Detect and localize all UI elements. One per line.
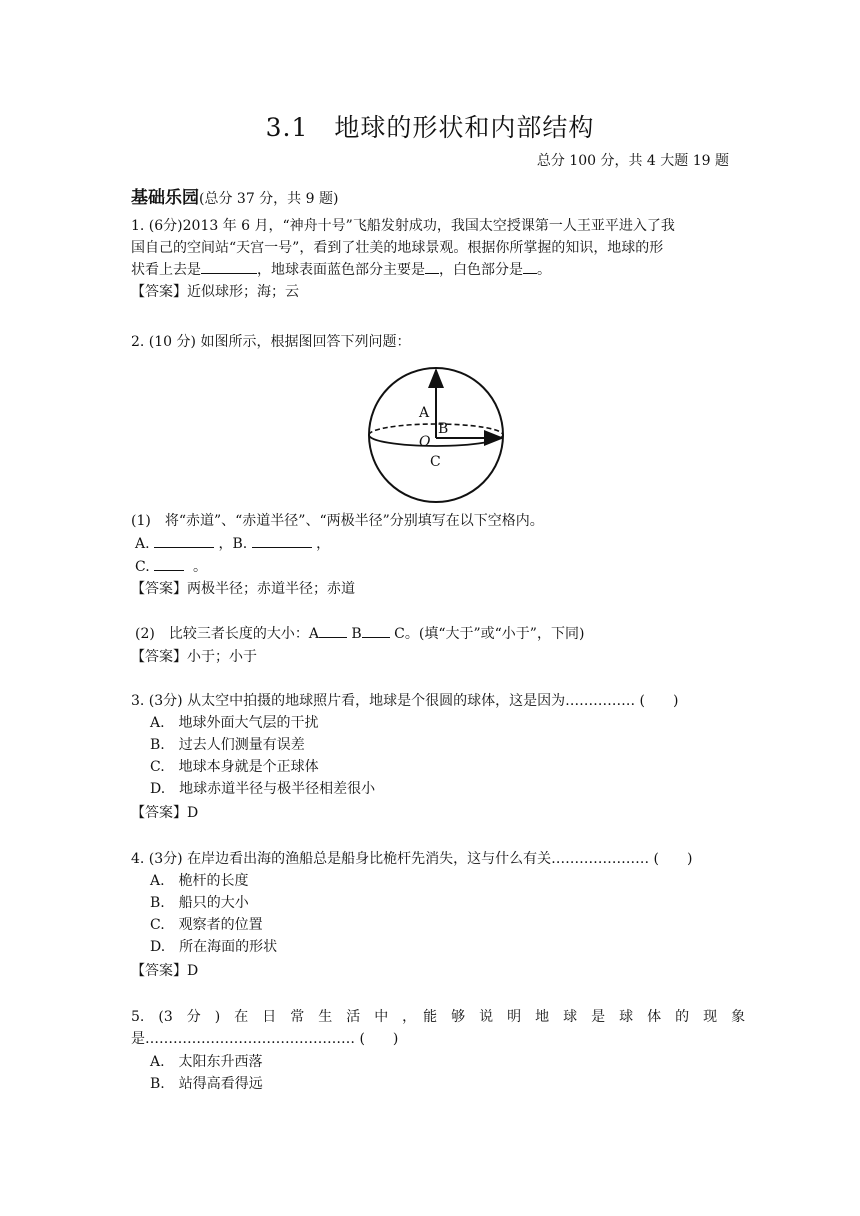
- answer-blank[interactable]: [362, 623, 390, 638]
- leader-dots: …………………: [551, 851, 650, 867]
- option-d[interactable]: D. 所在海面的形状: [150, 939, 278, 955]
- question-2-option-c: [135, 556, 207, 578]
- option-a[interactable]: A. 地球外面大气层的干扰: [150, 715, 319, 731]
- punctuation: 。: [193, 559, 208, 575]
- answer-blank[interactable]: [523, 259, 537, 274]
- leader-dots: ……………: [565, 693, 636, 709]
- question-3-stem: [131, 690, 678, 712]
- label-c: C: [430, 454, 441, 470]
- question-5-text: 是: [131, 1031, 145, 1047]
- question-1-text: ，地球表面蓝色部分主要是: [257, 262, 425, 278]
- answer-blank-c[interactable]: [154, 556, 184, 571]
- question-1-text: 状看上去是: [131, 262, 201, 278]
- option-a[interactable]: A. 桅杆的长度: [150, 873, 249, 889]
- answer-blank[interactable]: [201, 259, 257, 274]
- answer-blank[interactable]: [425, 259, 439, 274]
- question-2-text: B: [351, 626, 362, 642]
- question-1-line-3: [131, 259, 675, 281]
- score-summary: 总分 100 分，共 4 大题 19 题: [536, 153, 729, 169]
- question-4-text: 4. (3分) 在岸边看出海的渔船总是船身比桅杆先消失，这与什么有关: [131, 851, 552, 867]
- question-5-line-2: [131, 1028, 398, 1050]
- option-c-label: C.: [135, 559, 150, 575]
- question-1-line-1: 1. (6分)2013 年 6 月，“神舟十号”飞船发射成功，我国太空授课第一人王亚平进入了我: [131, 218, 675, 234]
- question-2-part-1: (1) 将“赤道”、“赤道半径”、“两极半径”分别填写在以下空格内。: [131, 513, 544, 529]
- punctuation: ，: [316, 536, 331, 552]
- answer-parentheses[interactable]: ( ): [653, 851, 693, 867]
- question-2-answer-2: 【答案】小于；小于: [131, 649, 257, 665]
- section-name: 基础乐园: [131, 188, 199, 208]
- question-3-text: 3. (3分) 从太空中拍摄的地球照片看，地球是个很圆的球体，这是因为: [131, 693, 566, 709]
- leader-dots: ………………………………………: [145, 1031, 355, 1047]
- page-title: 3.1 地球的形状和内部结构: [265, 113, 595, 142]
- label-a: A: [419, 405, 430, 421]
- option-b[interactable]: B. 过去人们测量有误差: [150, 737, 305, 753]
- question-2-options-ab: [135, 533, 330, 555]
- option-a[interactable]: A. 太阳东升西落: [150, 1054, 263, 1070]
- question-2-stem: 2. (10 分) 如图所示，根据图回答下列问题：: [131, 334, 411, 350]
- answer-parentheses[interactable]: ( ): [359, 1031, 399, 1047]
- question-2-part-2: [135, 623, 584, 645]
- question-2-text: (2) 比较三者长度的大小：A: [135, 626, 319, 642]
- answer-blank-a[interactable]: [154, 533, 214, 548]
- question-4-stem: [131, 848, 692, 870]
- section-info: (总分 37 分，共 9 题): [199, 191, 339, 207]
- option-a-label: A.: [135, 536, 150, 552]
- option-b-label: ，B.: [218, 536, 248, 552]
- question-2-text: C。(填“大于”或“小于”，下同): [394, 626, 585, 642]
- question-4-options: [150, 870, 277, 958]
- option-c[interactable]: C. 地球本身就是个正球体: [150, 759, 319, 775]
- answer-parentheses[interactable]: ( ): [639, 693, 679, 709]
- option-b[interactable]: B. 站得高看得远: [150, 1076, 263, 1092]
- question-3-answer: 【答案】D: [131, 805, 199, 821]
- question-3-options: [150, 712, 375, 800]
- option-b[interactable]: B. 船只的大小: [150, 895, 249, 911]
- answer-blank[interactable]: [319, 623, 347, 638]
- question-5-options: [150, 1051, 263, 1095]
- answer-blank-b[interactable]: [252, 533, 312, 548]
- question-4-answer: 【答案】D: [131, 963, 199, 979]
- question-1-answer: 【答案】近似球形；海；云: [131, 284, 299, 300]
- sphere-diagram: [364, 362, 510, 508]
- question-1-text: 。: [537, 262, 551, 278]
- label-o: O: [419, 434, 431, 450]
- label-b: B: [438, 421, 449, 437]
- option-c[interactable]: C. 观察者的位置: [150, 917, 263, 933]
- question-2-answer-1: 【答案】两极半径；赤道半径；赤道: [131, 581, 355, 597]
- question-1-text: ，白色部分是: [439, 262, 523, 278]
- option-d[interactable]: D. 地球赤道半径与极半径相差很小: [150, 781, 376, 797]
- question-1-line-2: 国自己的空间站“天宫一号”，看到了壮美的地球景观。根据你所掌握的知识，地球的形: [131, 240, 664, 256]
- question-1: [131, 215, 675, 303]
- question-5-line-1: 5. (3 分 ) 在 日 常 生 活 中 ， 能 够 说 明 地 球 是 球 体 的 现 象: [131, 1009, 746, 1025]
- section-heading: [131, 183, 338, 208]
